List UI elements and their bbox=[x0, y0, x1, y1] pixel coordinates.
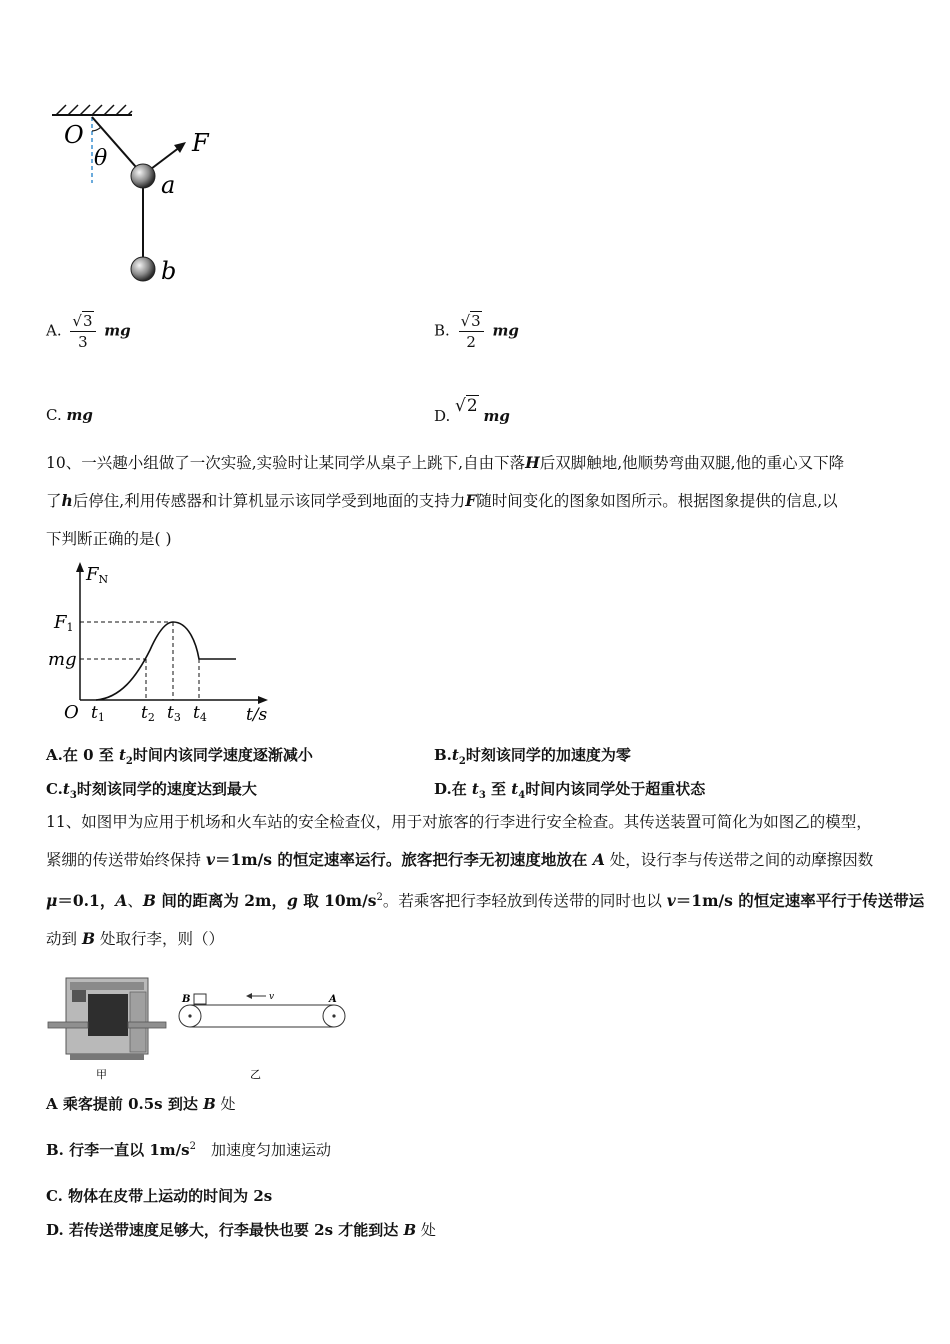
option-prefix: A. bbox=[46, 321, 62, 340]
q11-line4: 动到 B 处取行李，则（） bbox=[46, 929, 224, 949]
left-pulley-axle bbox=[188, 1014, 191, 1017]
option-11c: C. 物体在皮带上运动的时间为 2s bbox=[46, 1187, 273, 1205]
force-time-graph bbox=[40, 558, 280, 728]
q11-line1: 11、如图甲为应用于机场和火车站的安全检查仪，用于对旅客的行李进行安全检查。其传送装置可简化为如图乙的模型， bbox=[46, 813, 872, 831]
option-11a: A 乘客提前 0.5s 到达 B 处 bbox=[46, 1095, 236, 1113]
q11-line2: 紧绷的传送带始终保持 v＝1m/s 的恒定速率运行。旅客把行李无初速度地放在 A 处，设行李与传送带之间的动摩擦因数 bbox=[46, 850, 874, 869]
label-jia: 甲 bbox=[96, 1068, 107, 1081]
conveyor-model-figure bbox=[176, 988, 348, 1082]
q10-line3: 下判断正确的是( ) bbox=[46, 530, 172, 548]
option-9a bbox=[46, 312, 131, 351]
option-prefix: B. bbox=[434, 321, 450, 340]
option-value: mg bbox=[66, 406, 93, 424]
option-prefix: D. bbox=[434, 407, 451, 425]
label-O: O bbox=[64, 121, 84, 149]
fraction: $\frac{√3}{2}$ bbox=[459, 312, 484, 351]
radicand: 2 bbox=[466, 396, 478, 416]
velocity-arrow-head bbox=[246, 993, 252, 999]
fraction: $\frac{√3}{3}$ bbox=[70, 312, 95, 351]
option-10a: A.在 0 至 $t_2$时间内该同学速度逐渐减小 bbox=[46, 746, 313, 767]
label-F: F bbox=[192, 129, 209, 157]
t1-label: t1 bbox=[91, 703, 105, 724]
label-A: A bbox=[329, 994, 337, 1005]
output-conveyor bbox=[128, 1022, 166, 1028]
scanner-base bbox=[70, 1054, 144, 1060]
scanner-panel bbox=[72, 990, 86, 1002]
label-B: B bbox=[182, 994, 191, 1005]
option-value: mg bbox=[104, 321, 131, 340]
t4-label: t4 bbox=[193, 703, 207, 724]
theta-arc bbox=[92, 127, 101, 131]
option-10b: $B.t_2$时刻该同学的加速度为零 bbox=[434, 746, 631, 767]
ball-a bbox=[131, 164, 155, 188]
question-10 bbox=[46, 444, 916, 558]
option-9b bbox=[434, 312, 519, 351]
y-axis-label: FN bbox=[86, 564, 109, 586]
option-9c bbox=[46, 406, 93, 424]
option-9d: D. √2 mg bbox=[434, 396, 510, 425]
label-a: a bbox=[161, 171, 176, 199]
option-10c: $C.t_3$时刻该同学的速度达到最大 bbox=[46, 780, 257, 801]
q10-line2: 了h后停住,利用传感器和计算机显示该同学受到地面的支持力F随时间变化的图象如图所示。根据图象提供的信息,以 bbox=[46, 491, 838, 510]
q11-line3: μ＝0.1，A、B 间的距离为 2m，g 取 $10m/s^2$。若乘客把行李轻放到传送带的同时也以 v＝1m/s 的恒定速率平行于传送带运 bbox=[46, 891, 925, 911]
option-value: mg bbox=[492, 321, 519, 340]
q10-line1: 10、一兴趣小组做了一次实验,实验时让某同学从桌子上跳下,自由下落H后双脚触地,他顺势弯曲双腿,他的重心又下降 bbox=[46, 453, 845, 472]
ball-b bbox=[131, 257, 155, 281]
label-v: v bbox=[269, 992, 275, 1002]
scanner-top bbox=[70, 982, 144, 990]
t3-label: t3 bbox=[167, 703, 181, 724]
scanner-tunnel bbox=[88, 994, 128, 1036]
luggage-box bbox=[194, 994, 206, 1004]
y-axis-arrow bbox=[76, 562, 84, 572]
mg-label: mg bbox=[48, 649, 77, 670]
ceiling-hatch bbox=[56, 105, 132, 115]
option-11b: B. 行李一直以 $1m/s^2$ 加速度匀加速运动 bbox=[46, 1141, 331, 1159]
pendulum-figure bbox=[40, 95, 230, 290]
x-axis-arrow bbox=[258, 696, 268, 704]
label-theta: θ bbox=[94, 146, 108, 171]
label-yi: 乙 bbox=[250, 1068, 261, 1081]
security-scanner-figure bbox=[44, 968, 168, 1084]
option-prefix: C. bbox=[46, 406, 62, 424]
force-curve bbox=[96, 622, 236, 700]
option-11d: D. 若传送带速度足够大，行李最快也要 2s 才能到达 B 处 bbox=[46, 1221, 436, 1239]
question-11 bbox=[46, 803, 926, 958]
x-axis-label: t/s bbox=[246, 705, 268, 725]
origin-label: O bbox=[64, 702, 79, 723]
label-b: b bbox=[161, 257, 177, 285]
f1-label: F1 bbox=[54, 612, 74, 634]
input-conveyor bbox=[48, 1022, 88, 1028]
option-10d: D.在 $t_3$ 至 $t_4$时间内该同学处于超重状态 bbox=[434, 780, 706, 801]
option-value: mg bbox=[483, 407, 510, 425]
t2-label: t2 bbox=[141, 703, 155, 724]
right-pulley-axle bbox=[332, 1014, 335, 1017]
